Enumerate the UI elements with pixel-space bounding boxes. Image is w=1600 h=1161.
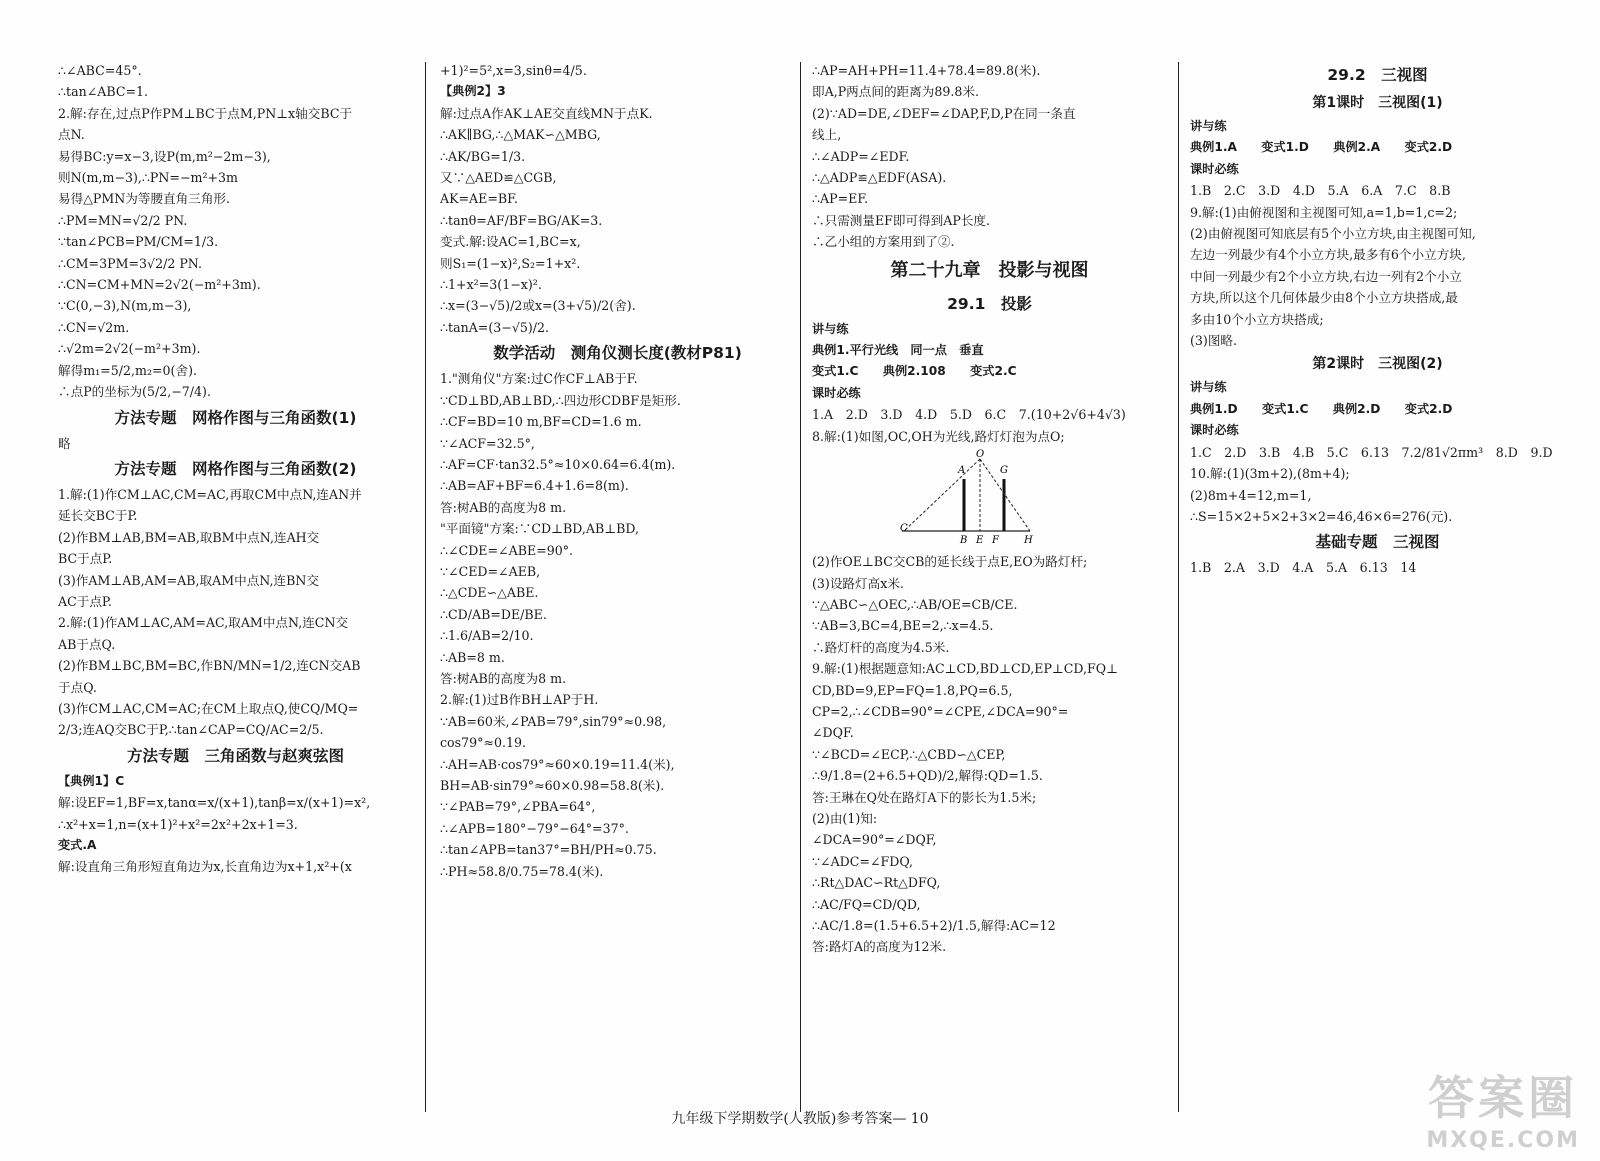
answer-line: 8.解:(1)如图,OC,OH为光线,路灯灯泡为点O;	[812, 428, 1065, 444]
figure-label-a: A	[958, 465, 966, 477]
answer-line: BH=AB·sin79°≈60×0.98=58.8(米).	[440, 778, 665, 793]
figure-label-h: H	[1024, 535, 1033, 547]
answer-line: ∴PM=MN=√2/2 PN.	[58, 212, 188, 228]
answer-line: ∴AK/BG=1/3.	[440, 148, 526, 164]
answer-line: (2)作BM⊥BC,BM=BC,作BN/MN=1/2,连CN交AB	[58, 658, 361, 674]
answer-line: 【典例1】C	[58, 773, 125, 788]
answer-line: CP=2,∴∠CDB=90°=∠CPE,∠DCA=90°=	[812, 703, 1069, 719]
answer-line: ∴tan∠APB=tan37°=BH/PH≈0.75.	[440, 842, 657, 858]
answer-line: ∴∠ABC=45°.	[58, 63, 142, 78]
answer-line: ∴AC/1.8=(1.5+6.5+2)/1.5,解得:AC=12	[812, 918, 1056, 933]
answer-line: (3)设路灯高x米.	[812, 575, 904, 591]
answer-line: 2.解:(1)过B作BH⊥AP于H.	[440, 692, 599, 708]
answer-line: 1.解:(1)作CM⊥AC,CM=AC,再取CM中点N,连AN并	[58, 486, 362, 502]
section-heading: 29.2 三视图	[1327, 66, 1428, 84]
answer-line: cos79°≈0.19.	[440, 735, 527, 751]
answer-line: 2.解:存在,过点P作PM⊥BC于点M,PN⊥x轴交BC于	[58, 105, 353, 121]
answer-line: ∵tan∠PCB=PM/CM=1/3.	[58, 234, 219, 250]
answer-line: 1."测角仪"方案:过C作CF⊥AB于F.	[440, 371, 638, 387]
answer-line: 典例1.平行光线 同一点 垂直	[812, 343, 984, 358]
answer-line: ∴9/1.8=(2+6.5+QD)/2,解得:QD=1.5.	[812, 768, 1043, 784]
answer-line: 易得△PMN为等腰直角三角形.	[58, 191, 231, 207]
answer-line: ∴CF=BD=10 m,BF=CD=1.6 m.	[440, 414, 642, 430]
answer-line: +1)²=5²,x=3,sinθ=4/5.	[440, 63, 587, 78]
answer-line: BC于点P.	[58, 551, 113, 567]
answer-line: ∴∠APB=180°−79°−64°=37°.	[440, 820, 629, 836]
page-footer: 九年级下学期数学(人教版)参考答案— 10	[671, 1111, 929, 1127]
answer-line: 线上,	[812, 127, 842, 143]
answer-line: 讲与练	[812, 321, 849, 336]
figure-label-e: E	[976, 535, 984, 547]
answer-line: ∴x²+x=1,n=(x+1)²+x²=2x²+2x+1=3.	[58, 816, 298, 832]
answer-line: ∴AK∥BG,∴△MAK∽△MBG,	[440, 127, 601, 143]
section-heading: 方法专题 三角函数与赵爽弦图	[126, 746, 344, 765]
column-divider	[800, 62, 801, 1112]
answer-line: ∵∠BCD=∠ECP,∴△CBD∽△CEP,	[812, 746, 1006, 762]
answer-line: ∴乙小组的方案用到了②.	[812, 234, 955, 250]
figure-label-o: O	[976, 449, 985, 461]
answer-line: ∴AP=EF.	[812, 191, 869, 207]
answer-line: ∠DQF.	[812, 725, 854, 741]
answer-line: 课时必练	[812, 385, 861, 400]
answer-line: 2.解:(1)作AM⊥AC,AM=AC,取AM中点N,连CN交	[58, 615, 349, 631]
answer-line: ∴CM=3PM=3√2/2 PN.	[58, 255, 203, 271]
answer-line: 略	[58, 435, 71, 451]
answer-line: ∴PH≈58.8/0.75=78.4(米).	[440, 863, 604, 879]
answer-line: (2)作OE⊥BC交CB的延长线于点E,EO为路灯杆;	[812, 554, 1088, 570]
answer-line: ∴AB=AF+BF=6.4+1.6=8(m).	[440, 478, 629, 494]
section-heading: 方法专题 网格作图与三角函数(1)	[114, 408, 357, 427]
answer-line: 则S₁=(1−x)²,S₂=1+x².	[440, 255, 581, 271]
answer-line: 于点Q.	[58, 679, 97, 695]
answer-line: 中间一列最少有2个小立方块,右边一列有2个小立	[1190, 268, 1462, 284]
answer-line: 解:设EF=1,BF=x,tanα=x/(x+1),tanβ=x/(x+1)=x²,	[58, 795, 371, 811]
answer-line: 变式.A	[58, 838, 97, 852]
answer-line: 课时必练	[1190, 161, 1239, 176]
section-heading: 第2课时 三视图(2)	[1312, 356, 1443, 373]
answer-line: ∵∠ACF=32.5°,	[440, 435, 535, 451]
answer-line: (2)∵AD=DE,∠DEF=∠DAP,F,D,P在同一条直	[812, 105, 1076, 121]
answer-line: ∴tan∠ABC=1.	[58, 84, 149, 100]
answer-line: ∴1.6/AB=2/10.	[440, 628, 534, 644]
answer-line: 左边一列最少有4个小立方块,最多有6个小立方块,	[1190, 247, 1466, 263]
answer-line: (2)由俯视图可知底层有5个小立方块,由主视图可知,	[1190, 226, 1476, 242]
answer-line: (2)由(1)知:	[812, 810, 878, 826]
answer-line: ∴只需测量EF即可得到AP长度.	[812, 212, 991, 228]
answer-line: 答:树AB的高度为8 m.	[440, 499, 567, 515]
answer-line: 【典例2】3	[440, 84, 506, 99]
answer-line: ∵∠ADC=∠FDQ,	[812, 853, 914, 869]
section-heading: 基础专题 三视图	[1315, 533, 1440, 552]
figure-label-g: G	[1000, 465, 1008, 477]
answer-line: (3)图略.	[1190, 333, 1238, 349]
figure-label-c: C	[900, 523, 908, 535]
answer-line: 10.解:(1)(3m+2),(8m+4);	[1190, 466, 1350, 482]
answer-line: ∴AC/FQ=CD/QD,	[812, 896, 921, 912]
answer-line: 1.B 2.A 3.D 4.A 5.A 6.13 14	[1190, 560, 1417, 576]
light-ray-oc	[904, 459, 980, 531]
answer-line: 答:树AB的高度为8 m.	[440, 670, 567, 686]
answer-line: ∵CD⊥BD,AB⊥BD,∴四边形CDBF是矩形.	[440, 392, 681, 408]
answer-line: AC于点P.	[58, 593, 112, 609]
answer-line: ∴S=15×2+5×2+3×2=46,46×6=276(元).	[1190, 508, 1453, 524]
answer-line: "平面镜"方案:∵CD⊥BD,AB⊥BD,	[440, 521, 639, 537]
answer-line: 即A,P两点间的距离为89.8米.	[812, 84, 979, 100]
answer-line: ∴√2m=2√2(−m²+3m).	[58, 341, 201, 357]
answer-line: 1.A 2.D 3.D 4.D 5.D 6.C 7.(10+2√6+4√3)	[812, 407, 1126, 423]
answer-line: ∴路灯杆的高度为4.5米.	[812, 639, 950, 655]
figure-label-f: F	[992, 535, 999, 547]
answer-line: ∴△ADP≌△EDF(ASA).	[812, 170, 947, 186]
section-heading: 方法专题 网格作图与三角函数(2)	[114, 459, 357, 478]
answer-line: ∴x=(3−√5)/2或x=(3+√5)/2(舍).	[440, 298, 636, 314]
section-heading: 数学活动 测角仪测长度(教材P81)	[493, 344, 742, 363]
answer-line: ∴点P的坐标为(5/2,−7/4).	[58, 384, 211, 400]
answer-line: ∴CN=CM+MN=2√2(−m²+3m).	[58, 277, 261, 293]
answer-line: ∴tanA=(3−√5)/2.	[440, 319, 550, 335]
answer-line: 又∵△AED≌△CGB,	[440, 170, 557, 186]
answer-line: ∴CN=√2m.	[58, 319, 130, 335]
answer-line: 点N.	[58, 127, 85, 143]
column-2	[440, 60, 795, 1100]
answer-line: (3)作CM⊥AC,CM=AC;在CM上取点Q,使CQ/MQ=	[58, 700, 359, 716]
answer-line: ∴Rt△DAC∽Rt△DFQ,	[812, 875, 941, 891]
figure-label-b: B	[960, 535, 968, 547]
answer-line: CD,BD=9,EP=FQ=1.8,PQ=6.5,	[812, 682, 1013, 698]
answer-line: ∴AB=8 m.	[440, 649, 505, 665]
answer-line: ∵C(0,−3),N(m,m−3),	[58, 298, 192, 314]
answer-line: ∵△ABC∽△OEC,∴AB/OE=CB/CE.	[812, 596, 1018, 612]
answer-line: ∵∠CED=∠AEB,	[440, 563, 541, 579]
section-heading: 第1课时 三视图(1)	[1312, 95, 1443, 111]
answer-line: 延长交BC于P.	[58, 508, 138, 524]
answer-line: (2)作BM⊥AB,BM=AB,取BM中点N,连AH交	[58, 529, 320, 545]
section-heading: 第二十九章 投影与视图	[890, 259, 1089, 281]
column-divider	[425, 62, 426, 1112]
answer-line: 则N(m,m−3),∴PN=−m²+3m	[58, 170, 239, 186]
answer-line: ∴tanθ=AF/BF=BG/AK=3.	[440, 212, 603, 228]
answer-line: ∴AF=CF·tan32.5°≈10×0.64=6.4(m).	[440, 456, 676, 472]
answer-line: 课时必练	[1190, 423, 1239, 438]
answer-line: 典例1.A 变式1.D 典例2.A 变式2.D	[1190, 140, 1453, 155]
answer-line: ∴AP=AH+PH=11.4+78.4=89.8(米).	[812, 63, 1041, 78]
column-1	[58, 60, 413, 1100]
answer-line: AB于点Q.	[58, 636, 116, 652]
answer-line: 典例1.D 变式1.C 典例2.D 变式2.D	[1190, 401, 1453, 416]
answer-line: ∠DCA=90°=∠DQF,	[812, 832, 937, 848]
answer-line: ∴∠CDE=∠ABE=90°.	[440, 542, 574, 558]
answer-line: ∴∠ADP=∠EDF.	[812, 148, 910, 164]
answer-line: 答:王琳在Q处在路灯A下的影长为1.5米;	[812, 789, 1037, 805]
answer-line: 变式1.C 典例2.108 变式2.C	[812, 364, 1017, 379]
answer-line: 解:设直角三角形短直角边为x,长直角边为x+1,x²+(x	[58, 859, 352, 875]
answer-line: 9.解:(1)根据题意知:AC⊥CD,BD⊥CD,EP⊥CD,FQ⊥	[812, 661, 1118, 677]
watermark-logo	[1426, 1062, 1580, 1153]
answer-line: ∵AB=3,BC=4,BE=2,∴x=4.5.	[812, 618, 994, 634]
answer-line: 2/3;连AQ交BC于P,∴tan∠CAP=CQ/AC=2/5.	[58, 722, 324, 738]
answer-line: 多由10个小立方块搭成;	[1190, 311, 1324, 327]
streetlight-figure	[892, 449, 1042, 547]
answer-line: 易得BC:y=x−3,设P(m,m²−2m−3),	[58, 148, 271, 164]
column-3	[812, 60, 1167, 1100]
answer-line: 解得m₁=5/2,m₂=0(舍).	[58, 362, 197, 378]
answer-line: 1.C 2.D 3.B 4.B 5.C 6.13 7.2/81√2πm³ 8.D 9.D	[1190, 444, 1553, 460]
answer-line: ∵AB=60米,∠PAB=79°,sin79°≈0.98,	[440, 713, 667, 729]
answer-line: 答:路灯A的高度为12米.	[812, 939, 947, 955]
answer-line: 9.解:(1)由俯视图和主视图可知,a=1,b=1,c=2;	[1190, 204, 1458, 220]
answer-line: (3)作AM⊥AB,AM=AB,取AM中点N,连BN交	[58, 572, 319, 588]
answer-line: 解:过点A作AK⊥AE交直线MN于点K.	[440, 105, 653, 121]
answer-line: (2)8m+4=12,m=1,	[1190, 487, 1312, 503]
answer-line: 变式.解:设AC=1,BC=x,	[440, 234, 581, 250]
watermark-url: MXQE.COM	[1426, 1128, 1580, 1153]
section-heading: 29.1 投影	[947, 294, 1032, 313]
answer-line: ∴AH=AB·cos79°≈60×0.19=11.4(米),	[440, 756, 675, 772]
answer-line: 1.B 2.C 3.D 4.D 5.A 6.A 7.C 8.B	[1190, 183, 1451, 199]
column-4	[1190, 60, 1565, 1100]
answer-line: 讲与练	[1190, 119, 1227, 133]
answer-line: 讲与练	[1190, 380, 1227, 395]
watermark-logo-text: 答案圈	[1428, 1071, 1579, 1125]
answer-line: ∴△CDE∽△ABE.	[440, 585, 539, 601]
column-divider	[1178, 62, 1179, 1112]
answer-line: ∴1+x²=3(1−x)².	[440, 277, 542, 293]
answer-line: ∵∠PAB=79°,∠PBA=64°,	[440, 799, 596, 815]
answer-line: AK=AE=BF.	[440, 191, 518, 207]
answer-line: 方块,所以这个几何体最少由8个小立方块搭成,最	[1190, 290, 1458, 306]
answer-line: ∴CD/AB=DE/BE.	[440, 606, 547, 622]
